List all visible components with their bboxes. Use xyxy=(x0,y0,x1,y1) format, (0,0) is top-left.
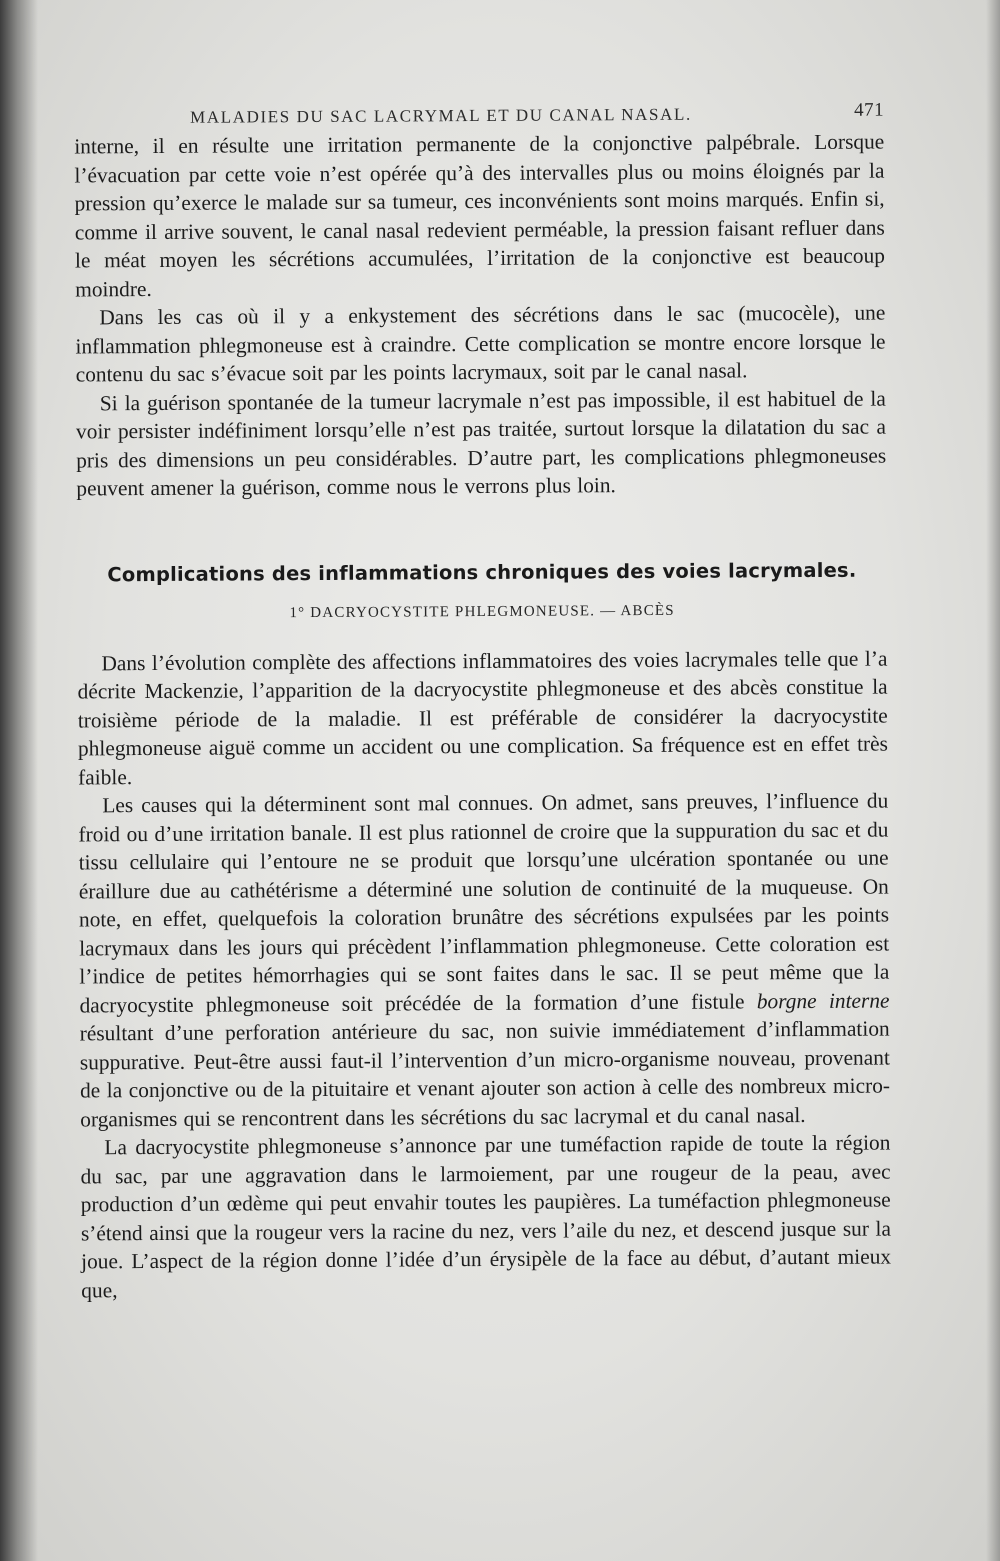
paragraph-guerison: Si la guérison spontanée de la tumeur lacrymale n’est pas impossible, il est habituel de la voir persister indéfiniment lorsqu’elle n’est pas traitée, surtout lorsque la dilatation du sac a pris des dimensions un peu considérables. D’autre part, les complications phlegmoneuses peuvent amener la guérison, comme nous le verrons plus loin. xyxy=(75,386,887,501)
page-number: 471 xyxy=(854,99,885,121)
paragraph-continued: interne, il en résulte une irritation permanente de la conjonctive palpébrale. Lorsque l’évacuation par cette voie n’est opérée qu’à des intervalles plus ou moins éloignés par la pression qu’exerce le malade sur sa tumeur, ces inconvénients sont moins marqués. Enfin si, comme il arrive souvent, le canal nasal redevient perméable, la pression faisant refluer dans le méat moyen les sécrétions accumulées, l’irritation de la conjonctive est beaucoup moindre. xyxy=(74,129,886,301)
paragraph-evolution: Dans l’évolution complète des affections inflammatoires des voies lacrymales telle que l’a décrite Mackenzie, l’apparition de la dacryocystite phlegmoneuse et des abcès constitue la troisième période de la maladie. Il est préférable de considérer la dacryocystite phlegmoneuse aiguë comme un accident ou une complication. Sa fréquence est en effet très faible. xyxy=(77,646,889,789)
running-title: MALADIES DU SAC LACRYMAL ET DU CANAL NASAL. xyxy=(190,104,692,127)
section-title: Complications des inflammations chroniques des voies lacrymales. xyxy=(107,558,857,586)
causes-italic-term: borgne interne xyxy=(756,988,890,1013)
section-subtitle: 1° DACRYOCYSTITE PHLEGMONEUSE. — ABCÈS xyxy=(289,602,675,621)
paragraph-symptoms: La dacryocystite phlegmoneuse s’annonce par une tuméfaction rapide de toute la région du sac, par une aggravation dans le larmoiement, par une rougeur de la peau, avec production d’un œdème qui peut envahir toutes les paupières. La tuméfaction phlegmoneuse s’étend ainsi que la rougeur vers la racine du nez, vers l’aile du nez, et descend jusque sur la joue. L’aspect de la région donne l’idée d’un érysipèle de la face au début, d’autant mieux que, xyxy=(80,1130,892,1302)
causes-text-start: Les causes qui la déterminent sont mal connues. On admet, sans preuves, l’influence du froid ou d’une irritation banale. Il est plus rationnel de croire que la suppuration du sac et du tissu cellulaire qui l’entoure ne se produit que lorsqu’une ulcération spontanée ou une éraillure due au cathétérisme a déterminé une solution de continuité de la muqueuse. On note, en effet, quelquefois la coloration brunâtre des sécrétions expulsées par les points lacrymaux dans les jours qui précèdent l’inflammation phlegmoneuse. Cette coloration est l’indice de petites hémorrhagies qui se sont faites dans le sac. Il se peut même que la dacryocystite phlegmoneuse soit précédée de la formation d’une fistule xyxy=(78,788,890,1017)
paragraph-causes xyxy=(78,787,890,1134)
running-head xyxy=(74,98,884,133)
page-content xyxy=(74,98,891,1305)
causes-text-end: résultant d’une perforation antérieure du sac, non suivie immédiatement d’inflammation suppurative. Peut-être aussi faut-il l’intervention d’un micro-organisme nouveau, provenant de la conjonctive ou de la pituitaire et venant ajouter son action à celle des nombreux micro-organismes qui se rencontrent dans les sécrétions du sac lacrymal et du canal nasal. xyxy=(79,1016,891,1131)
paragraph-mucocele: Dans les cas où il y a enkystement des sécrétions dans le sac (mucocèle), une inflammation phlegmoneuse est à craindre. Cette complication se montre encore lorsque le contenu du sac s’évacue soit par les points lacrymaux, soit par le canal nasal. xyxy=(75,300,886,387)
